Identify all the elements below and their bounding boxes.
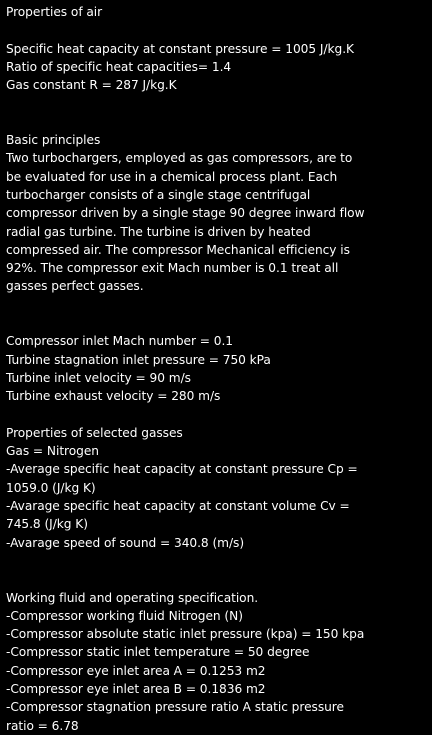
spacer [6,406,428,424]
input-line: Compressor inlet Mach number = 0.1 [6,334,233,349]
spacer [6,113,428,131]
spacer [6,21,428,39]
spacer [6,94,428,112]
working-line: -Compressor absolute static inlet pressure (kpa) = 150 kpa [6,627,365,642]
principles-line: Two turbochargers, employed as gas compressors, are to [6,151,353,166]
working-line: -Compressor stagnation pressure ratio A static pressure [6,700,344,715]
working-line: ratio = 6.78 [6,718,79,733]
input-line: Turbine stagnation inlet pressure = 750 kPa [6,352,271,367]
gasses-line: 745.8 (J/kg K) [6,517,88,532]
air-line: Ratio of specific heat capacities= 1.4 [6,59,232,74]
working-heading: Working fluid and operating specification. [6,590,259,605]
spacer [6,552,428,570]
input-line: Turbine inlet velocity = 90 m/s [6,370,191,385]
gasses-line: Gas = Nitrogen [6,444,99,459]
working-line: -Compressor working fluid Nitrogen (N) [6,608,243,623]
principles-line: radial gas turbine. The turbine is driven by heated [6,224,311,239]
gasses-line: -Average specific heat capacity at constant pressure Cp = [6,462,358,477]
principles-line: compressor driven by a single stage 90 degree inward flow [6,206,365,221]
air-line: Specific heat capacity at constant pressure = 1005 J/kg.K [6,41,354,56]
gasses-heading: Properties of selected gasses [6,425,183,440]
gasses-line: -Avarage speed of sound = 340.8 (m/s) [6,535,245,550]
gasses-line: -Avarage specific heat capacity at constant volume Cv = [6,499,350,514]
spacer [6,314,428,332]
spacer [6,296,428,314]
working-line: -Compressor eye inlet area B = 0.1836 m2 [6,681,266,696]
principles-line: gasses perfect gasses. [6,279,144,294]
input-line: Turbine exhaust velocity = 280 m/s [6,389,221,404]
principles-line: turbocharger consists of a single stage centrifugal [6,187,311,202]
document-body [6,3,428,735]
principles-line: 92%. The compressor exit Mach number is 0.1 treat all [6,261,339,276]
air-heading: Properties of air [6,5,103,19]
principles-line: compressed air. The compressor Mechanical efficiency is [6,242,350,257]
principles-heading: Basic principles [6,133,101,148]
working-line: -Compressor static inlet temperature = 50 degree [6,645,310,660]
air-line: Gas constant R = 287 J/kg.K [6,78,177,93]
spacer [6,570,428,588]
principles-line: be evaluated for use in a chemical process plant. Each [6,169,338,184]
working-line: -Compressor eye inlet area A = 0.1253 m2 [6,663,266,678]
gasses-line: 1059.0 (J/kg K) [6,480,96,495]
